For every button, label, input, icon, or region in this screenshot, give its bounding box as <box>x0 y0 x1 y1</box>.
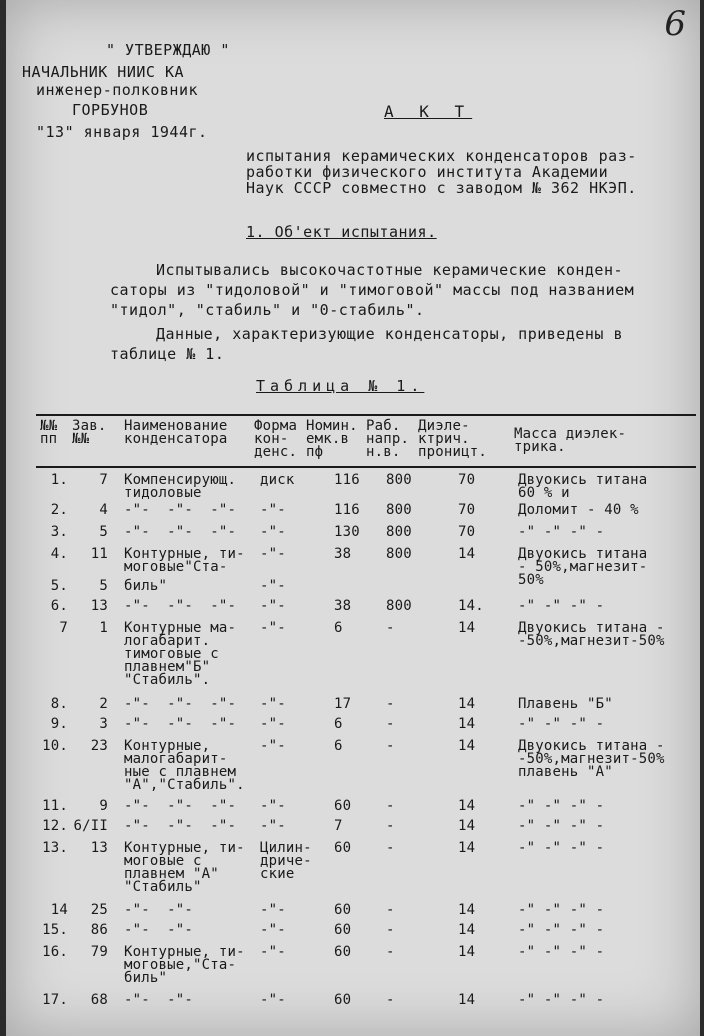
section1-para2-line1: Данные, характеризующие конденсаторы, приведены в <box>156 325 624 343</box>
table-header-cell: №№ <box>40 418 58 434</box>
capacitor-form: дриче- <box>260 853 312 869</box>
capacitor-name: моговые"Ста- <box>124 559 228 575</box>
dielectric-permittivity: 70 <box>458 472 476 488</box>
dielectric-permittivity: 14 <box>458 992 476 1008</box>
table-header-cell: №№ <box>72 431 90 447</box>
page-number: 6 <box>664 4 686 44</box>
capacitor-form: -"- <box>260 578 286 594</box>
table-header-cell: Диэле- <box>418 418 470 434</box>
approval-line-2: НАЧАЛЬНИК НИИС КА <box>22 63 185 81</box>
row-number: 12. <box>42 818 68 834</box>
table-header-cell: Форма <box>254 418 298 434</box>
nominal-capacity: 6 <box>334 738 343 754</box>
row-number: 6. <box>50 598 68 614</box>
dielectric-permittivity: 14 <box>458 716 476 732</box>
dielectric-permittivity: 14 <box>458 620 476 636</box>
nominal-capacity: 116 <box>334 472 360 488</box>
dielectric-mass: Двуокись титана <box>518 472 648 488</box>
table-header-cell: проницт. <box>418 444 488 460</box>
working-voltage: - <box>386 944 395 960</box>
capacitor-name: "Стабиль". <box>124 672 211 688</box>
row-number: 13. <box>42 840 68 856</box>
dielectric-mass: -" -" -" - <box>518 716 605 732</box>
working-voltage: 800 <box>386 472 412 488</box>
capacitor-form: -"- <box>260 598 286 614</box>
factory-number: 13 <box>90 598 108 614</box>
capacitor-name: Контурные, ти- <box>124 944 245 960</box>
capacitor-name: -"- -"- -"- <box>124 696 237 712</box>
dielectric-mass: -50%,магнезит-50% <box>518 633 665 649</box>
capacitor-form: Цилин- <box>260 840 312 856</box>
act-subtitle-2: работки физического института Академии <box>246 163 609 181</box>
capacitor-name: плавнем "А" <box>124 866 219 882</box>
table-header-cell: денс. <box>254 444 298 460</box>
table-header-cell: емк.в <box>306 431 350 447</box>
capacitor-name: -"- -"- -"- <box>124 818 237 834</box>
capacitor-name: биль" <box>124 970 168 986</box>
dielectric-mass: -" -" -" - <box>518 818 605 834</box>
table-header-cell: пф <box>306 444 324 460</box>
nominal-capacity: 60 <box>334 902 352 918</box>
dielectric-mass: -" -" -" - <box>518 922 605 938</box>
section1-para1-line1: Испытывались высокочастотные керамические конден- <box>156 261 624 279</box>
capacitor-name: -"- -"- -"- <box>124 716 237 732</box>
table-header-rule <box>36 466 696 468</box>
approval-line-3: инженер-полковник <box>36 81 199 99</box>
working-voltage: - <box>386 696 395 712</box>
dielectric-mass: -50%,магнезит-50% <box>518 751 665 767</box>
dielectric-permittivity: 70 <box>458 502 476 518</box>
factory-number: 5 <box>99 578 108 594</box>
section1-para2-line2: таблице № 1. <box>110 345 225 363</box>
dielectric-permittivity: 14 <box>458 696 476 712</box>
row-number: 8. <box>50 696 68 712</box>
dielectric-permittivity: 14 <box>458 922 476 938</box>
dielectric-mass: Двуокись титана - <box>518 620 665 636</box>
capacitor-form: -"- <box>260 944 286 960</box>
factory-number: 4 <box>99 502 108 518</box>
dielectric-permittivity: 14 <box>458 818 476 834</box>
factory-number: 86 <box>90 922 108 938</box>
nominal-capacity: 60 <box>334 944 352 960</box>
table-header-cell: трика. <box>514 439 566 455</box>
capacitor-name: -"- -"- -"- <box>124 524 237 540</box>
factory-number: 1 <box>99 620 108 636</box>
capacitor-form: -"- <box>260 798 286 814</box>
capacitor-name: тимоговые с <box>124 646 219 662</box>
dielectric-mass: - 50%,магнезит- <box>518 559 648 575</box>
factory-number: 6/II <box>73 818 108 834</box>
approval-line-1: " УТВЕРЖДАЮ " <box>106 41 230 59</box>
dielectric-permittivity: 14 <box>458 798 476 814</box>
nominal-capacity: 38 <box>334 598 352 614</box>
dielectric-mass: 60 % и <box>518 485 570 501</box>
capacitor-name: -"- -"- -"- <box>124 502 237 518</box>
dielectric-mass: Плавень "Б" <box>518 696 613 712</box>
capacitor-form: диск <box>260 472 295 488</box>
factory-number: 2 <box>99 696 108 712</box>
capacitor-name: тидоловые <box>124 485 202 501</box>
working-voltage: - <box>386 620 395 636</box>
capacitor-name: Контурные, ти- <box>124 840 245 856</box>
row-number: 1. <box>50 472 68 488</box>
capacitor-name: Контурные, ти- <box>124 546 245 562</box>
table-header-cell: Номин. <box>306 418 358 434</box>
dielectric-mass: -" -" -" - <box>518 902 605 918</box>
nominal-capacity: 116 <box>334 502 360 518</box>
factory-number: 25 <box>90 902 108 918</box>
approval-line-5: "13" января 1944г. <box>36 123 208 141</box>
row-number: 7 <box>59 620 68 636</box>
dielectric-mass: плавень "А" <box>518 764 613 780</box>
dielectric-permittivity: 14 <box>458 902 476 918</box>
factory-number: 7 <box>99 472 108 488</box>
working-voltage: - <box>386 992 395 1008</box>
table-header-cell: Наименование <box>124 418 228 434</box>
nominal-capacity: 6 <box>334 716 343 732</box>
working-voltage: - <box>386 922 395 938</box>
nominal-capacity: 60 <box>334 798 352 814</box>
dielectric-permittivity: 14 <box>458 738 476 754</box>
capacitor-name: Контурные ма- <box>124 620 237 636</box>
capacitor-name: "Стабиль" <box>124 879 202 895</box>
capacitor-name: моговые с <box>124 853 202 869</box>
capacitor-name: -"- -"- -"- <box>124 598 237 614</box>
capacitor-name: -"- -"- <box>124 922 194 938</box>
working-voltage: - <box>386 902 395 918</box>
factory-number: 3 <box>99 716 108 732</box>
dielectric-permittivity: 14. <box>458 598 484 614</box>
dielectric-mass: 50% <box>518 572 544 588</box>
capacitor-name: -"- -"- <box>124 992 194 1008</box>
capacitor-name: ные с плавнем <box>124 764 237 780</box>
working-voltage: 800 <box>386 598 412 614</box>
nominal-capacity: 60 <box>334 992 352 1008</box>
factory-number: 79 <box>90 944 108 960</box>
working-voltage: - <box>386 818 395 834</box>
section1-para1-line2: саторы из "тидоловой" и "тимоговой" массы под названием <box>110 281 635 299</box>
capacitor-form: -"- <box>260 992 286 1008</box>
table-caption: Таблица № 1. <box>256 377 425 395</box>
capacitor-form: -"- <box>260 738 286 754</box>
working-voltage: - <box>386 840 395 856</box>
row-number: 17. <box>42 992 68 1008</box>
capacitor-name: -"- -"- -"- <box>124 798 237 814</box>
factory-number: 9 <box>99 798 108 814</box>
dielectric-mass: Двуокись титана - <box>518 738 665 754</box>
capacitor-name: плавнем"Б" <box>124 659 211 675</box>
factory-number: 11 <box>90 546 108 562</box>
capacitor-name: моговые,"Ста- <box>124 957 237 973</box>
row-number: 2. <box>50 502 68 518</box>
row-number: 5. <box>50 578 68 594</box>
capacitor-form: -"- <box>260 524 286 540</box>
dielectric-permittivity: 14 <box>458 840 476 856</box>
nominal-capacity: 130 <box>334 524 360 540</box>
table-header-cell: напр. <box>366 431 410 447</box>
capacitor-form: -"- <box>260 696 286 712</box>
capacitor-name: Контурные, <box>124 738 211 754</box>
document-page <box>6 0 700 1036</box>
factory-number: 5 <box>99 524 108 540</box>
row-number: 3. <box>50 524 68 540</box>
table-header-cell: конденсатора <box>124 431 228 447</box>
row-number: 15. <box>42 922 68 938</box>
dielectric-mass: Двуокись титана <box>518 546 648 562</box>
nominal-capacity: 38 <box>334 546 352 562</box>
capacitor-form: -"- <box>260 620 286 636</box>
working-voltage: 800 <box>386 502 412 518</box>
act-subtitle-3: Наук СССР совместно с заводом № 362 НКЭП. <box>246 179 637 197</box>
table-header-cell: н.в. <box>366 444 401 460</box>
table-header-cell: пп <box>40 431 58 447</box>
row-number: 10. <box>42 738 68 754</box>
factory-number: 23 <box>90 738 108 754</box>
dielectric-permittivity: 14 <box>458 546 476 562</box>
working-voltage: - <box>386 738 395 754</box>
capacitor-form: -"- <box>260 818 286 834</box>
dielectric-permittivity: 14 <box>458 944 476 960</box>
dielectric-permittivity: 70 <box>458 524 476 540</box>
capacitor-form: -"- <box>260 546 286 562</box>
capacitor-name: "А","Стабиль". <box>124 777 245 793</box>
working-voltage: - <box>386 798 395 814</box>
capacitor-name: Компенсирующ. <box>124 472 237 488</box>
dielectric-mass: -" -" -" - <box>518 598 605 614</box>
approval-line-4: ГОРБУНОВ <box>72 101 149 119</box>
capacitor-form: ские <box>260 866 295 882</box>
dielectric-mass: Доломит - 40 % <box>518 502 639 518</box>
dielectric-mass: -" -" -" - <box>518 944 605 960</box>
row-number: 4. <box>50 546 68 562</box>
dielectric-mass: -" -" -" - <box>518 798 605 814</box>
table-header-cell: Раб. <box>366 418 401 434</box>
dielectric-mass: -" -" -" - <box>518 524 605 540</box>
capacitor-form: -"- <box>260 922 286 938</box>
table-top-rule <box>36 414 696 416</box>
table-header-cell: ктрич. <box>418 431 470 447</box>
nominal-capacity: 60 <box>334 840 352 856</box>
capacitor-form: -"- <box>260 716 286 732</box>
dielectric-mass: -" -" -" - <box>518 992 605 1008</box>
table-header-cell: Масса диэлек- <box>514 426 627 442</box>
nominal-capacity: 17 <box>334 696 352 712</box>
factory-number: 68 <box>90 992 108 1008</box>
row-number: 11. <box>42 798 68 814</box>
section1-heading: 1. Об'ект испытания. <box>246 223 437 241</box>
nominal-capacity: 7 <box>334 818 343 834</box>
working-voltage: 800 <box>386 546 412 562</box>
capacitor-name: -"- -"- <box>124 902 194 918</box>
working-voltage: - <box>386 716 395 732</box>
capacitor-form: -"- <box>260 502 286 518</box>
act-subtitle-1: испытания керамических конденсаторов раз- <box>246 147 637 165</box>
row-number: 14 <box>50 902 68 918</box>
table-header-cell: кон- <box>254 431 289 447</box>
dielectric-mass: -" -" -" - <box>518 840 605 856</box>
working-voltage: 800 <box>386 524 412 540</box>
capacitor-form: -"- <box>260 902 286 918</box>
nominal-capacity: 60 <box>334 922 352 938</box>
factory-number: 13 <box>90 840 108 856</box>
table-header-cell: Зав. <box>72 418 107 434</box>
capacitor-name: биль" <box>124 578 168 594</box>
row-number: 16. <box>42 944 68 960</box>
act-title: А К Т <box>384 102 473 121</box>
nominal-capacity: 6 <box>334 620 343 636</box>
capacitor-name: логабарит. <box>124 633 211 649</box>
section1-para1-line3: "тидол", "стабиль" и "0-стабиль". <box>110 301 425 319</box>
capacitor-name: малогабарит- <box>124 751 228 767</box>
row-number: 9. <box>50 716 68 732</box>
